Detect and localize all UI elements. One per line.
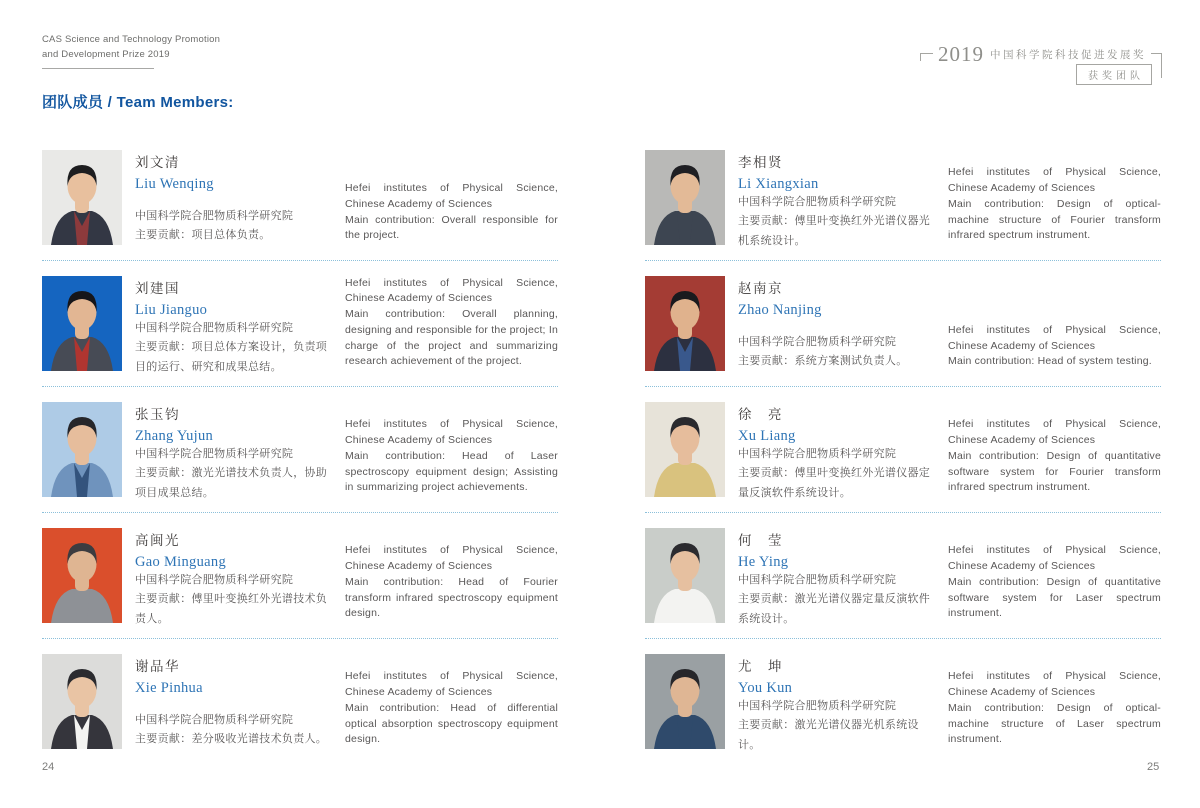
member-contribution-cn: 主要贡献：差分吸收光谱技术负责人。	[135, 732, 328, 745]
member-name-block	[738, 402, 936, 445]
edition-banner	[920, 30, 1162, 85]
member-name-en: Zhao Nanjing	[738, 302, 822, 318]
member-name-block	[135, 528, 333, 571]
member-en-details	[948, 528, 1161, 623]
bracket-left-decoration	[920, 53, 933, 61]
prize-name-cn: 中国科学院科技促进发展奖	[990, 49, 1146, 61]
member-org-en: Hefei institutes of Physical Science, Chinese Academy of Sciences	[948, 544, 1161, 572]
member-card	[42, 150, 558, 245]
member-name-cn: 高闽光	[135, 533, 180, 548]
member-org-en: Hefei institutes of Physical Science, Chinese Academy of Sciences	[948, 323, 1161, 352]
member-contribution-cn: 主要贡献：傅里叶变换红外光谱仪器光机系统设计。	[738, 215, 931, 247]
member-org-cn: 中国科学院合肥物质科学研究院	[738, 574, 897, 586]
dotted-separator	[645, 386, 1161, 387]
member-en-details	[948, 402, 1161, 497]
dotted-separator	[42, 260, 558, 261]
member-org-cn: 中国科学院合肥物质科学研究院	[135, 448, 294, 460]
member-en-details	[345, 402, 558, 497]
member-card	[42, 402, 558, 497]
member-name-cn: 刘文清	[135, 155, 180, 170]
dotted-separator	[42, 386, 558, 387]
member-org-cn: 中国科学院合肥物质科学研究院	[738, 448, 897, 460]
member-name-en: Li Xiangxian	[738, 176, 819, 192]
member-name-en: Gao Minguang	[135, 554, 226, 570]
member-cn-details	[738, 571, 936, 629]
member-info-column	[738, 654, 936, 749]
member-photo	[42, 654, 122, 749]
member-contribution-en: Main contribution: Design of optical-machine structure of Laser spectrum instrument.	[948, 701, 1161, 746]
dotted-separator	[645, 512, 1161, 513]
member-contribution-cn: 主要贡献：项目总体方案设计，负责项目的运行、研究和成果总结。	[135, 341, 328, 373]
member-info-column	[135, 276, 333, 371]
member-name-cn: 赵南京	[738, 281, 783, 296]
winning-team-badge: 获奖团队	[1076, 64, 1152, 85]
member-name-cn: 尤 坤	[738, 659, 783, 674]
member-contribution-en: Main contribution: Overall responsible for the project.	[345, 213, 558, 242]
member-en-details	[948, 150, 1161, 245]
page-number-right: 25	[1147, 761, 1160, 773]
member-en-details	[345, 150, 558, 245]
member-contribution-cn: 主要贡献：项目总体负责。	[135, 228, 271, 241]
member-photo	[645, 528, 725, 623]
member-name-block	[135, 654, 333, 697]
dotted-separator	[645, 260, 1161, 261]
member-info-column	[738, 150, 936, 245]
member-contribution-en: Main contribution: Design of quantitative software system for Laser spectrum instrument.	[948, 575, 1161, 620]
member-contribution-cn: 主要贡献：激光光谱仪器光机系统设计。	[738, 719, 919, 751]
member-name-en: Zhang Yujun	[135, 428, 214, 444]
member-cn-details	[135, 207, 333, 246]
member-info-column	[135, 528, 333, 623]
member-name-block	[738, 528, 936, 571]
member-en-details	[345, 276, 558, 371]
member-org-cn: 中国科学院合肥物质科学研究院	[738, 196, 897, 208]
member-cn-details	[135, 445, 333, 503]
member-org-en: Hefei institutes of Physical Science, Chinese Academy of Sciences	[345, 276, 558, 305]
right-page-column	[645, 150, 1161, 749]
dotted-separator	[42, 512, 558, 513]
member-org-en: Hefei institutes of Physical Science, Chinese Academy of Sciences	[345, 182, 558, 210]
dotted-separator	[645, 638, 1161, 639]
member-org-en: Hefei institutes of Physical Science, Chinese Academy of Sciences	[948, 670, 1161, 698]
member-org-en: Hefei institutes of Physical Science, Chinese Academy of Sciences	[345, 670, 558, 698]
member-org-cn: 中国科学院合肥物质科学研究院	[738, 700, 897, 712]
member-cn-details	[135, 711, 333, 750]
member-info-column	[135, 402, 333, 497]
member-name-block	[135, 150, 333, 193]
prize-year: 2019	[938, 41, 984, 66]
member-org-cn: 中国科学院合肥物质科学研究院	[135, 322, 294, 334]
member-org-en: Hefei institutes of Physical Science, Chinese Academy of Sciences	[345, 418, 558, 446]
member-contribution-en: Main contribution: Head of Fourier transform infrared spectroscopy equipment design.	[345, 575, 558, 620]
member-info-column	[738, 276, 936, 371]
member-contribution-en: Main contribution: Overall planning, designing and responsible for the project; In charge of the project and summarizing research achievement of the project.	[345, 308, 558, 368]
member-en-details	[345, 528, 558, 623]
member-info-column	[135, 150, 333, 245]
member-en-details	[948, 276, 1161, 371]
member-contribution-cn: 主要贡献：傅里叶变换红外光谱技术负责人。	[135, 593, 328, 625]
member-org-cn: 中国科学院合肥物质科学研究院	[738, 335, 897, 348]
member-name-block	[135, 276, 333, 319]
member-contribution-en: Main contribution: Head of differential optical absorption spectroscopy equipment design.	[345, 701, 558, 746]
member-contribution-en: Main contribution: Design of quantitative software system for Fourier transform infrared spectrum instrument.	[948, 449, 1161, 494]
section-title-team-members: 团队成员 / Team Members:	[42, 94, 234, 111]
member-contribution-cn: 主要贡献：傅里叶变换红外光谱仪器定量反演软件系统设计。	[738, 467, 931, 499]
member-contribution-en: Main contribution: Design of optical-machine structure of Fourier transform infrared spectrum instrument.	[948, 197, 1161, 242]
member-name-cn: 何 莹	[738, 533, 783, 548]
member-card	[42, 654, 558, 749]
member-name-en: Xu Liang	[738, 428, 796, 444]
member-name-en: Liu Wenqing	[135, 176, 214, 192]
member-en-details	[948, 654, 1161, 749]
member-cn-details	[738, 445, 936, 503]
member-name-cn: 徐 亮	[738, 407, 783, 422]
member-card	[645, 276, 1161, 371]
member-en-details	[345, 654, 558, 749]
header-underline	[42, 68, 154, 69]
member-name-cn: 谢品华	[135, 659, 180, 674]
team-members-spread	[42, 150, 1161, 749]
dotted-separator	[42, 638, 558, 639]
member-card	[645, 150, 1161, 245]
member-photo	[645, 150, 725, 245]
member-cn-details	[738, 697, 936, 755]
member-card	[645, 654, 1161, 749]
member-contribution-en: Main contribution: Head of system testing.	[948, 355, 1152, 368]
member-photo	[645, 402, 725, 497]
member-card	[645, 402, 1161, 497]
member-photo	[42, 276, 122, 371]
member-photo	[42, 528, 122, 623]
member-name-cn: 张玉钧	[135, 407, 180, 422]
member-name-en: Liu Jianguo	[135, 302, 208, 318]
member-cn-details	[135, 319, 333, 377]
member-name-block	[738, 654, 936, 697]
member-card	[645, 528, 1161, 623]
member-name-block	[738, 276, 936, 319]
member-photo	[42, 150, 122, 245]
member-name-en: You Kun	[738, 680, 793, 696]
member-card	[42, 528, 558, 623]
prize-name-en	[42, 33, 220, 69]
member-card	[42, 276, 558, 371]
member-name-cn: 李相贤	[738, 155, 783, 170]
member-name-en: Xie Pinhua	[135, 680, 203, 696]
member-name-en: He Ying	[738, 554, 789, 570]
member-contribution-cn: 主要贡献：激光光谱技术负责人，协助项目成果总结。	[135, 467, 328, 499]
member-cn-details	[738, 333, 936, 372]
member-info-column	[738, 528, 936, 623]
member-contribution-en: Main contribution: Head of Laser spectroscopy equipment design; Assisting in summarizing project achievements.	[345, 449, 558, 494]
bracket-right-decoration	[1151, 53, 1162, 78]
member-org-cn: 中国科学院合肥物质科学研究院	[135, 713, 294, 726]
member-name-block	[738, 150, 936, 193]
member-org-en: Hefei institutes of Physical Science, Chinese Academy of Sciences	[948, 418, 1161, 446]
member-contribution-cn: 主要贡献：系统方案测试负责人。	[738, 354, 908, 367]
member-photo	[645, 654, 725, 749]
member-cn-details	[135, 571, 333, 629]
member-org-en: Hefei institutes of Physical Science, Chinese Academy of Sciences	[345, 544, 558, 572]
member-org-cn: 中国科学院合肥物质科学研究院	[135, 209, 294, 222]
member-org-cn: 中国科学院合肥物质科学研究院	[135, 574, 294, 586]
member-cn-details	[738, 193, 936, 251]
prize-name-line1: CAS Science and Technology Promotion	[42, 34, 221, 45]
member-photo	[645, 276, 725, 371]
page-number-left: 24	[42, 761, 55, 773]
member-contribution-cn: 主要贡献：激光光谱仪器定量反演软件系统设计。	[738, 593, 931, 625]
member-photo	[42, 402, 122, 497]
member-info-column	[135, 654, 333, 749]
member-org-en: Hefei institutes of Physical Science, Chinese Academy of Sciences	[948, 166, 1161, 194]
member-name-cn: 刘建国	[135, 281, 180, 296]
prize-name-line2: and Development Prize 2019	[42, 48, 170, 60]
left-page-column	[42, 150, 558, 749]
member-info-column	[738, 402, 936, 497]
member-name-block	[135, 402, 333, 445]
